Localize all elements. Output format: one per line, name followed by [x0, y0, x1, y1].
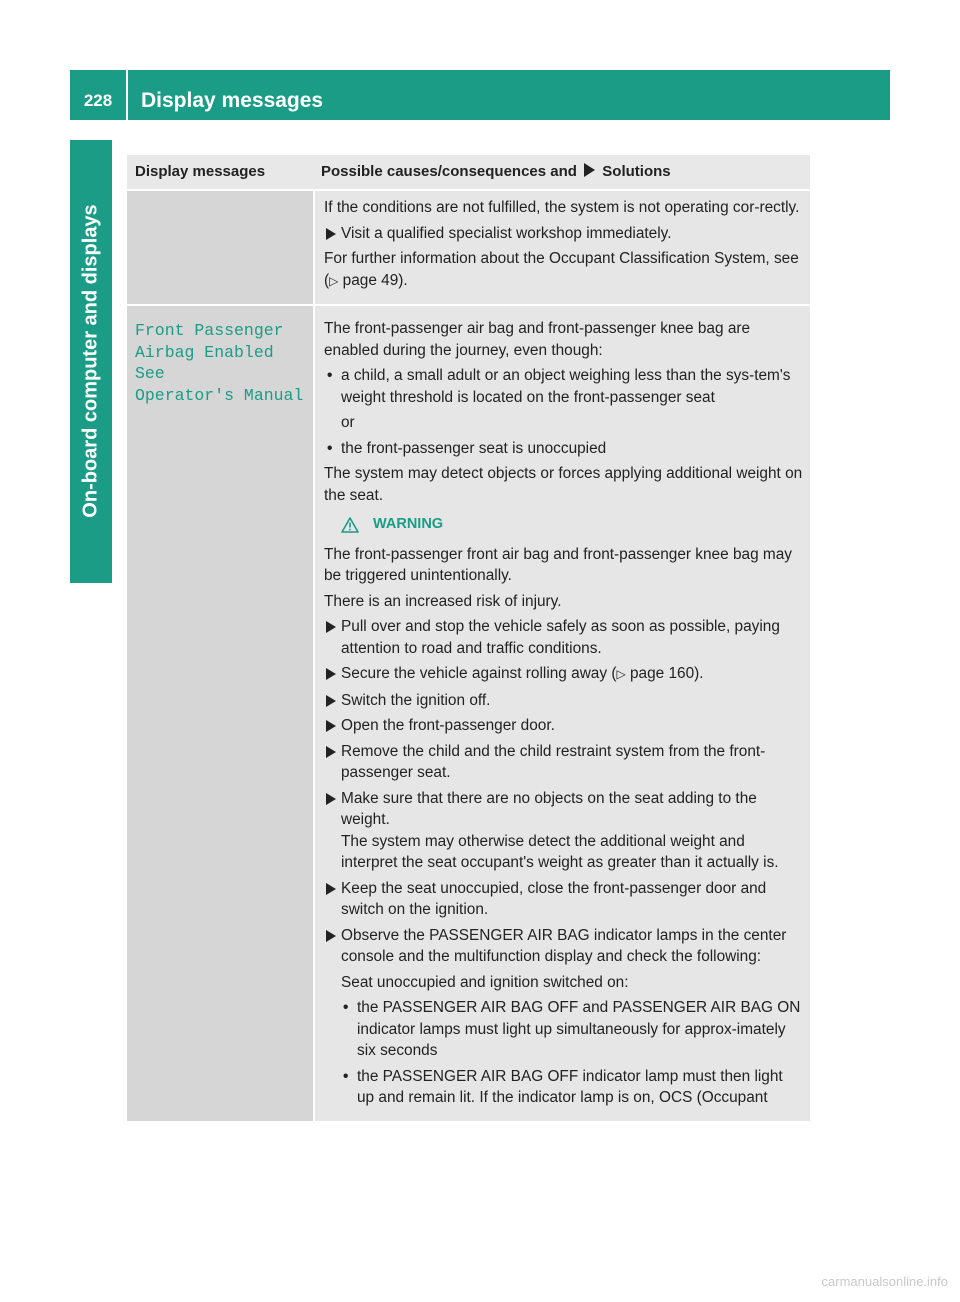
or-text: or: [341, 414, 355, 431]
text-paragraph: The front-passenger air bag and front-passenger knee bag are enabled during the journey, even though:: [324, 320, 751, 359]
table-row: [127, 191, 810, 306]
solution-arrow-icon: [584, 163, 595, 177]
page-ref-icon: ▷: [616, 667, 626, 681]
col2-header: [313, 155, 810, 189]
page-ref-link[interactable]: page 49).: [338, 271, 408, 289]
col2-header-solutions: Solutions: [602, 163, 671, 180]
text-span: Secure the vehicle against rolling away (: [341, 665, 617, 682]
sub-bullet-item: • the PASSENGER AIR BAG OFF and PASSENGER AIR BAG ON indicator lamps must light up simultaneously for approx-imately six seconds: [324, 997, 804, 1062]
solution-cell: [313, 306, 810, 1121]
header-divider: [126, 70, 128, 120]
table-row: [127, 306, 810, 1123]
warning-triangle-icon: [341, 517, 359, 533]
display-message-line: Airbag Enabled See: [135, 342, 274, 383]
message-cell: [127, 306, 313, 1121]
instruction-step: [324, 663, 804, 686]
display-message-line: Front Passenger: [135, 321, 284, 340]
text-span: For further information about the Occupant Classification System, see (: [324, 250, 799, 289]
side-label: On-board computer and displays: [79, 204, 102, 518]
instruction-step: Keep the seat unoccupied, close the front-passenger door and switch on the ignition.: [324, 878, 804, 921]
page-ref-link[interactable]: page 160).: [625, 665, 704, 682]
messages-table: [127, 155, 810, 1123]
display-message-line: Operator's Manual: [135, 385, 304, 405]
condition-line: Seat unoccupied and ignition switched on:: [341, 973, 629, 991]
bullet-item: • the front-passenger seat is unoccupied: [324, 438, 804, 460]
instruction-step: Observe the PASSENGER AIR BAG indicator lamps in the center console and the multifunction display and check the following:: [324, 925, 804, 968]
text-paragraph: The front-passenger front air bag and front-passenger knee bag may be triggered unintentionally.: [324, 545, 792, 584]
text-paragraph: [324, 248, 804, 292]
table-header: [127, 155, 810, 191]
watermark: carmanualsonline.info: [821, 1274, 948, 1289]
instruction-step: Switch the ignition off.: [324, 690, 804, 712]
instruction-step: Open the front-passenger door.: [324, 715, 804, 737]
instruction-step: Remove the child and the child restraint system from the front-passenger seat.: [324, 741, 804, 784]
step-note: The system may otherwise detect the additional weight and interpret the seat occupant's weight as greater than it actually is.: [341, 832, 779, 871]
message-cell-empty: [127, 191, 313, 304]
sub-bullet-item: • the PASSENGER AIR BAG OFF indicator lamp must then light up and remain lit. If the indicator lamp is on, OCS (Occupant: [324, 1066, 804, 1109]
solution-cell: [313, 191, 810, 304]
warning-label: WARNING: [373, 516, 444, 532]
instruction-step: Pull over and stop the vehicle safely as soon as possible, paying attention to road and traffic conditions.: [324, 616, 804, 659]
section-title: Display messages: [141, 89, 324, 112]
text-paragraph: If the conditions are not fulfilled, the system is not operating cor-rectly.: [324, 199, 800, 216]
col2-header-text: Possible causes/consequences and: [321, 163, 577, 180]
page-ref-icon: ▷: [329, 273, 339, 288]
instruction-step: Visit a qualified specialist workshop immediately.: [324, 223, 804, 245]
text-paragraph: There is an increased risk of injury.: [324, 592, 562, 610]
col1-header: Display messages: [135, 163, 266, 180]
instruction-step: Make sure that there are no objects on the seat adding to the weight.: [324, 788, 804, 831]
text-paragraph: The system may detect objects or forces applying additional weight on the seat.: [324, 465, 803, 504]
bullet-item: • a child, a small adult or an object weighing less than the sys-tem's weight threshold is located on the front-passenger seat: [324, 365, 804, 408]
warning-heading: [324, 514, 804, 536]
page-number: 228: [83, 91, 113, 110]
